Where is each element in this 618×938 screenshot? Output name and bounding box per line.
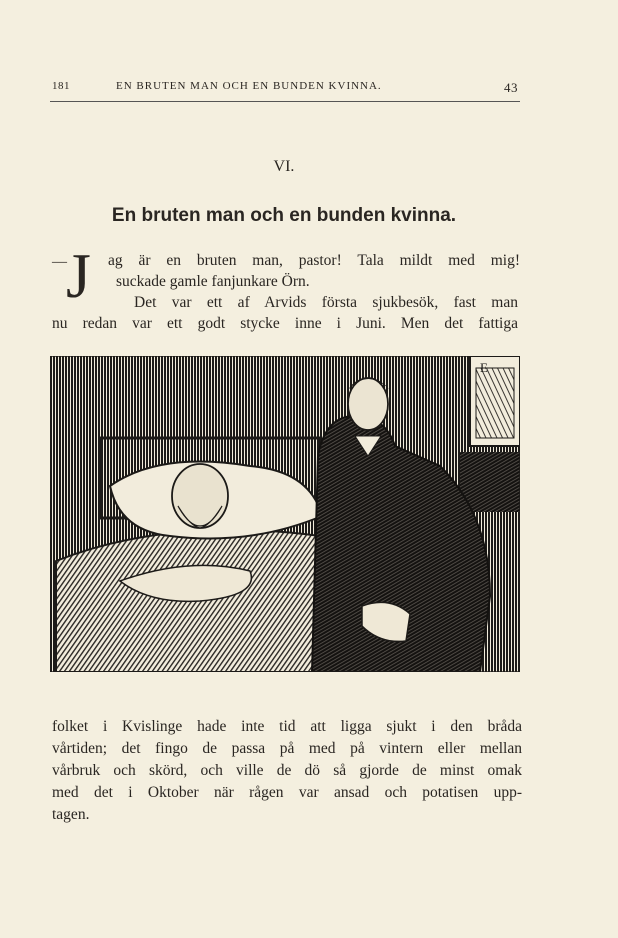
opening-line-2: suckade gamle fanjunkare Örn. (116, 273, 310, 290)
header-rule (50, 101, 520, 102)
chapter-title: En bruten man och en bunden kvinna. (111, 205, 457, 226)
pastor-head (348, 378, 388, 430)
opening-line-3: Det var ett af Arvids första sjukbesök, fast man (134, 294, 518, 311)
body-line-4: med det i Oktober när rågen var ansad och potatisen upp- (52, 784, 522, 801)
opening-line-4: nu redan var ett godt stycke inne i Juni. Men det fattiga (52, 315, 518, 332)
body-line-2: vårtiden; det fingo de passa på med på vintern eller mellan (52, 740, 522, 757)
artist-monogram: E (480, 360, 488, 375)
body-line-5: tagen. (52, 806, 90, 823)
opening-line-1: ag är en bruten man, pastor! Tala mildt med mig! (108, 252, 520, 269)
drop-cap: J (66, 240, 91, 311)
running-title: EN BRUTEN MAN OCH EN BUNDEN KVINNA. (116, 80, 382, 92)
engraving-illustration (50, 356, 520, 672)
body-line-1: folket i Kvislinge hade inte tid att ligga sjukt i den bråda (52, 718, 522, 735)
sick-old-man (172, 464, 228, 528)
running-header (52, 80, 518, 98)
page-number: 43 (504, 80, 518, 95)
opening-dash: — (52, 254, 67, 270)
chapter-number: VI. (273, 158, 295, 175)
signature-mark: 181 (52, 80, 70, 92)
body-line-3: vårbruk och skörd, och ville de dö så gjorde de minst omak (52, 762, 522, 779)
